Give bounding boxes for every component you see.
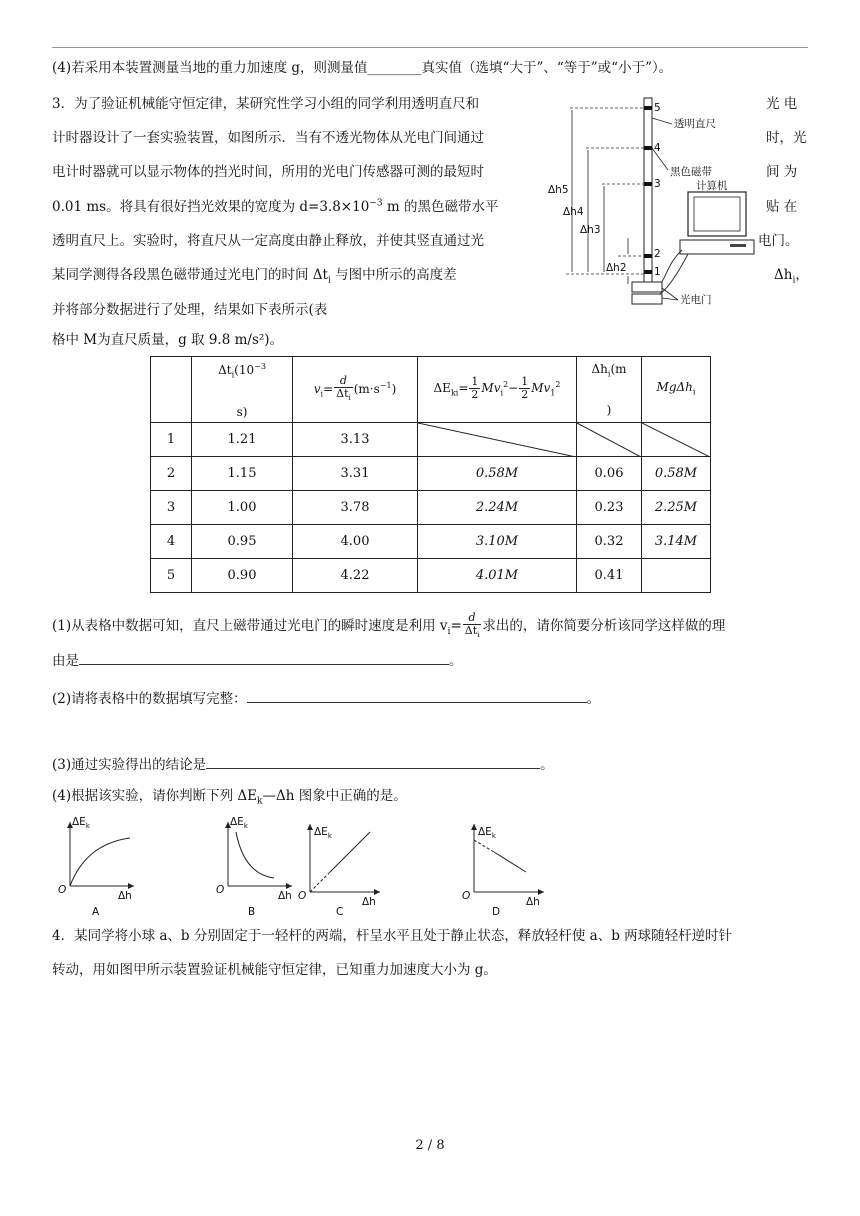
header-v: $v_i=$ $\frac{d}{\Delta t_i}$ $(m\cdot s^{-1})$ xyxy=(293,357,418,423)
table-row xyxy=(151,525,711,559)
dh5-label: Δh5 xyxy=(548,184,569,196)
graph-b-letter: B xyxy=(248,906,256,918)
question-2: (2)请将表格中的数据填写完整： 。 xyxy=(52,688,600,709)
header-rule xyxy=(52,47,808,48)
cell-index: 1 xyxy=(151,423,192,457)
cell-dt: 0.95 xyxy=(192,525,293,559)
gate-label: 光电门 xyxy=(680,294,712,306)
graph-b-ylabel: $\Delta E_k$ xyxy=(230,816,248,831)
question-3: (3)通过实验得出的结论是 。 xyxy=(52,754,554,775)
cell-dt: 1.21 xyxy=(192,423,293,457)
graph-b-plot xyxy=(214,814,298,920)
cell-ek-crossed xyxy=(418,423,577,457)
intro-line-5-right: 电门。 xyxy=(758,233,799,249)
graph-c-ylabel: $\Delta E_k$ xyxy=(314,826,332,841)
cell-mgh-crossed xyxy=(642,423,711,457)
question-4-next-line-2: 转动，用如图甲所示装置验证机械能守恒定律，已知重力加速度大小为 g。 xyxy=(52,962,497,978)
intro-line-6: 某同学测得各段黑色磁带通过光电门的时间 $\Delta t_i$ 与图中所示的高度差 xyxy=(52,267,457,286)
cell-v: 3.13 xyxy=(293,423,418,457)
intro-line-4: 0.01 ms。将具有很好挡光效果的宽度为 $d=3.8\times 10^{-3}$ m 的黑色磁带水平 xyxy=(52,198,499,215)
tape-label: 黑色磁带 xyxy=(670,166,712,178)
intro-line-3-right: 间 为 xyxy=(766,164,798,180)
question-4-next-line-1: 4．某同学将小球 a、b 分别固定于一轻杆的两端，杆呈水平且处于静止状态，释放轻杆使 a、b 两球随轻杆逆时针 xyxy=(52,928,733,944)
table-header-row xyxy=(151,357,711,423)
graph-option-b[interactable] xyxy=(214,814,298,920)
cell-dt: 1.15 xyxy=(192,457,293,491)
graph-option-a[interactable] xyxy=(56,814,140,920)
dh4-label: Δh4 xyxy=(563,206,584,218)
table-row xyxy=(151,457,711,491)
cell-ek: 2.24M xyxy=(418,491,577,525)
question-1-cont: 由是 。 xyxy=(52,650,463,671)
graph-c-origin: O xyxy=(298,890,307,902)
graph-c-letter: C xyxy=(336,906,344,918)
cell-dt: 1.00 xyxy=(192,491,293,525)
question-1: (1)从表格中数据可知，直尺上磁带通过光电门的瞬时速度是利用 $v_i=$ $\frac{d}{\Delta t_i}$ 求出的，请你简要分析该同学这样做的理 xyxy=(52,611,726,640)
intro-line-7: 并将部分数据进行了处理，结果如下表所示(表 xyxy=(52,302,328,318)
dh2-label: Δh2 xyxy=(606,262,627,274)
cell-dh: 0.41 xyxy=(577,559,642,593)
graph-option-d[interactable] xyxy=(460,820,550,920)
q3-part4-prev: (4)若采用本装置测量当地的重力加速度 g，则测量值________真实值（选填“大于”、“等于”或“小于”）。 xyxy=(52,60,673,76)
intro-line-3: 电计时器就可以显示物体的挡光时间，所用的光电门传感器可测的最短时 xyxy=(52,164,484,180)
table-row xyxy=(151,423,711,457)
graph-c-xlabel: Δh xyxy=(362,896,376,908)
graph-a-letter: A xyxy=(92,906,100,918)
cell-index: 4 xyxy=(151,525,192,559)
page-number: 2 / 8 xyxy=(415,1138,445,1153)
data-table xyxy=(150,356,711,593)
graph-d-letter: D xyxy=(492,906,501,918)
intro-line-5: 透明直尺上。实验时，将直尺从一定高度由静止释放，并使其竖直通过光 xyxy=(52,233,484,249)
cell-index: 5 xyxy=(151,559,192,593)
graph-a-plot xyxy=(56,814,140,920)
header-mgh: MgΔh$_i$ xyxy=(642,357,711,423)
cell-diagonal xyxy=(577,423,641,457)
intro-line-6-right: $\Delta h_i$， xyxy=(774,267,809,286)
intro-line-1: 3．为了验证机械能守恒定律，某研究性学习小组的同学利用透明直尺和 xyxy=(52,96,480,112)
ruler-label: 透明直尺 xyxy=(674,118,716,130)
answer-blank-1[interactable] xyxy=(79,650,449,665)
cell-index: 2 xyxy=(151,457,192,491)
graph-b-xlabel: Δh xyxy=(278,890,292,902)
cell-mgh: 3.14M xyxy=(642,525,711,559)
computer-label: 计算机 xyxy=(696,180,728,192)
header-dh: $\Delta h_i(m$ ) xyxy=(577,357,642,423)
cell-dt: 0.90 xyxy=(192,559,293,593)
cell-ek: 4.01M xyxy=(418,559,577,593)
graph-a-ylabel: $\Delta E_k$ xyxy=(72,816,90,831)
mark-1: 1 xyxy=(654,266,661,278)
cell-mgh: 2.25M xyxy=(642,491,711,525)
dh3-label: Δh3 xyxy=(580,224,601,236)
cell-diagonal xyxy=(642,423,710,457)
cell-ek: 3.10M xyxy=(418,525,577,559)
graph-b-origin: O xyxy=(216,884,225,896)
cell-dh-crossed xyxy=(577,423,642,457)
graph-d-origin: O xyxy=(462,890,471,902)
mark-2: 2 xyxy=(654,248,661,260)
graph-a-xlabel: Δh xyxy=(118,890,132,902)
cell-dh: 0.32 xyxy=(577,525,642,559)
cell-dh: 0.23 xyxy=(577,491,642,525)
cell-v: 4.22 xyxy=(293,559,418,593)
cell-mgh xyxy=(642,559,711,593)
cell-index: 3 xyxy=(151,491,192,525)
cell-mgh: 0.58M xyxy=(642,457,711,491)
header-ek: $\Delta E_{ki}=$ $\frac{1}{2}$ $Mv_i^2-$ $\frac{1}{2}$ $Mv_1^2$ xyxy=(418,357,577,423)
graph-d-ylabel: $\Delta E_k$ xyxy=(478,826,496,841)
table-row xyxy=(151,491,711,525)
graph-option-c[interactable] xyxy=(296,820,386,920)
header-index xyxy=(151,357,192,423)
cell-dh: 0.06 xyxy=(577,457,642,491)
intro-line-2-right: 时，光 xyxy=(766,130,807,146)
table-row xyxy=(151,559,711,593)
cell-v: 3.31 xyxy=(293,457,418,491)
answer-blank-2[interactable] xyxy=(247,688,587,703)
header-dt: $\Delta t_i(10^{-3}$ s) xyxy=(192,357,293,423)
graph-d-xlabel: Δh xyxy=(526,896,540,908)
mark-3: 3 xyxy=(654,178,661,190)
graph-a-origin: O xyxy=(58,884,67,896)
mark-5: 5 xyxy=(654,102,661,114)
cell-ek: 0.58M xyxy=(418,457,577,491)
question-4: (4)根据该实验，请你判断下列 $\Delta E_k—\Delta h$ 图象中正确的是。 xyxy=(52,788,407,807)
cell-v: 4.00 xyxy=(293,525,418,559)
answer-blank-3[interactable] xyxy=(206,754,540,769)
mark-4: 4 xyxy=(654,142,661,154)
apparatus-figure xyxy=(548,88,760,310)
intro-line-4-right: 贴 在 xyxy=(766,199,798,215)
cell-diagonal xyxy=(418,423,576,457)
intro-line-1-right: 光 电 xyxy=(766,96,798,112)
intro-line-2: 计时器设计了一套实验装置，如图所示．当有不透光物体从光电门间通过 xyxy=(52,130,484,146)
intro-line-8: 格中 M为直尺质量，g 取 9.8 m/s²)。 xyxy=(52,332,284,348)
cell-v: 3.78 xyxy=(293,491,418,525)
